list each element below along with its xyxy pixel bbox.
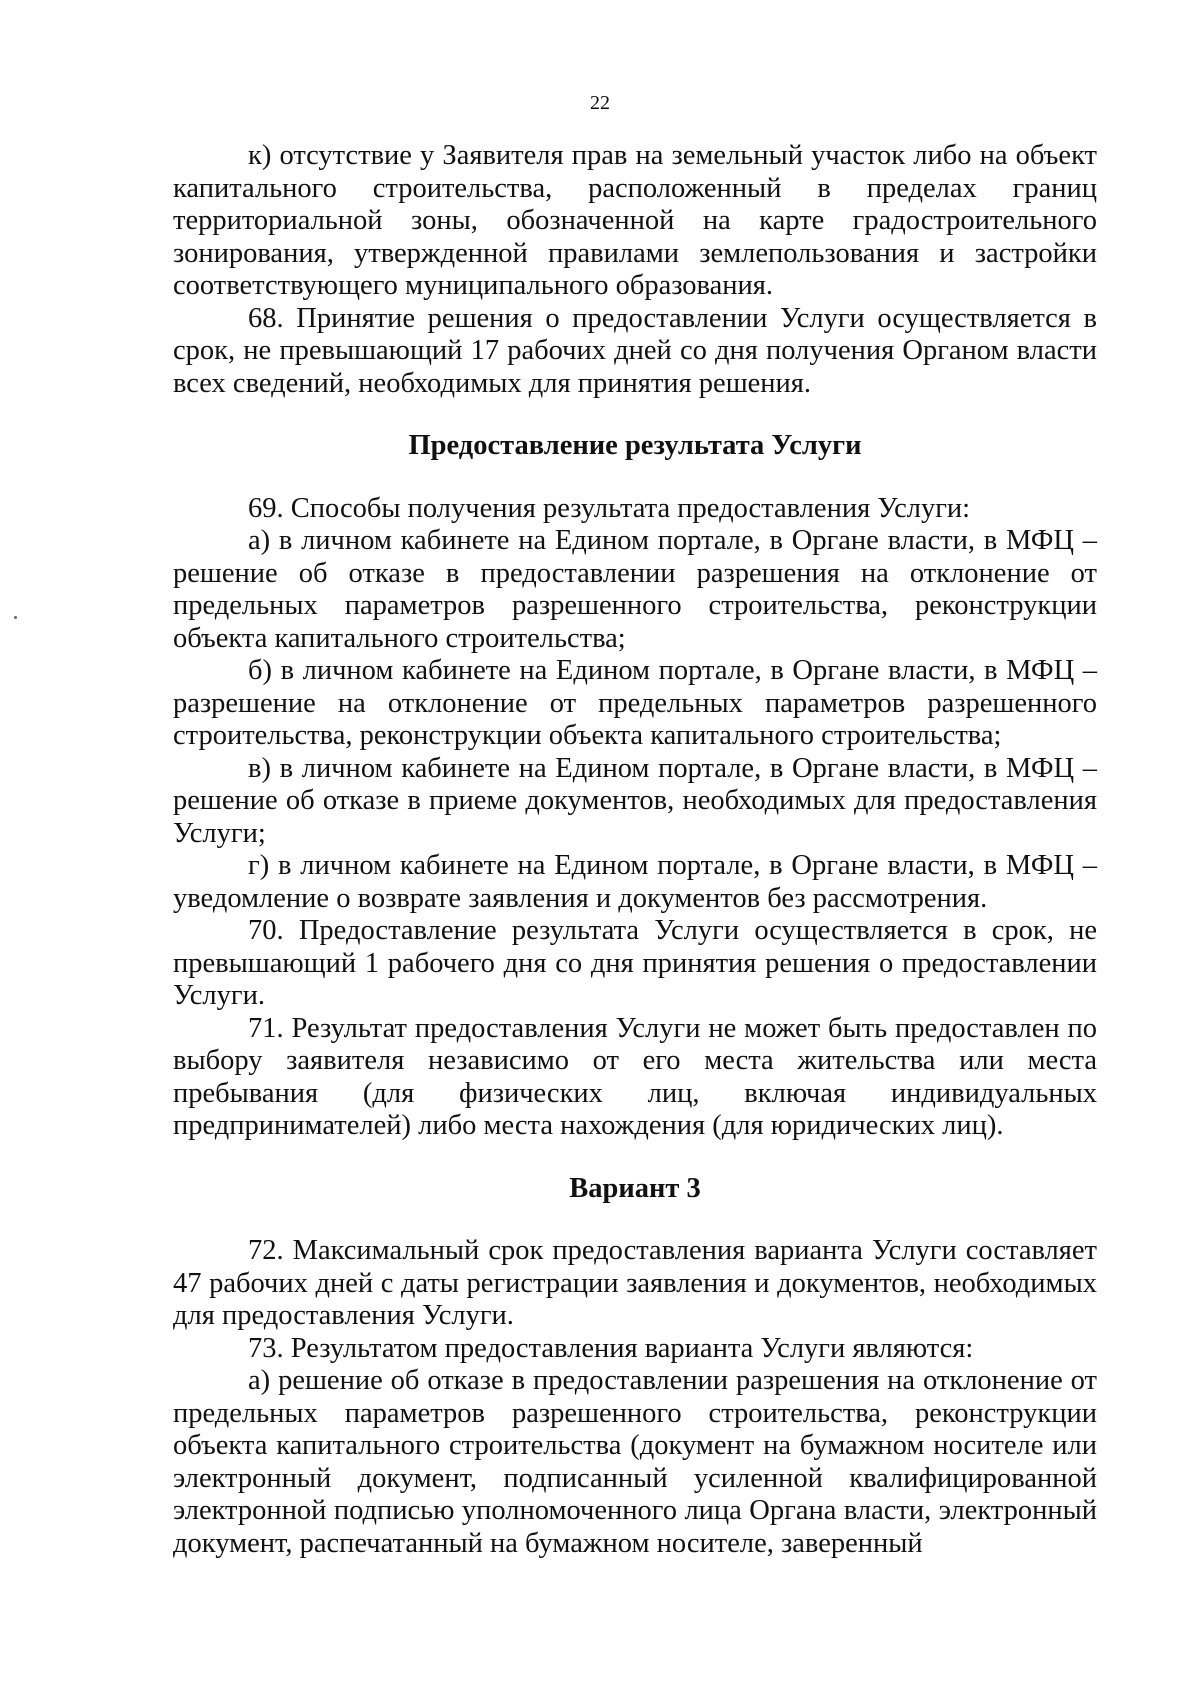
paragraph-69-g: г) в личном кабинете на Едином портале, в Органе власти, в МФЦ – уведомление о возврате заявления и документов без рассмотрения. [173,850,1097,914]
paragraph-69-a: а) в личном кабинете на Едином портале, в Органе власти, в МФЦ – решение об отказе в предоставлении разрешения на отклонение от предельных параметров разрешенного строительства, реконструкции объекта капитального строительства; [173,525,1097,654]
paragraph-71: 71. Результат предоставления Услуги не может быть предоставлен по выбору заявителя независимо от его места жительства или места пребывания (для физических лиц, включая индивидуальных предпринимателей) либо места нахождения (для юридических лиц). [173,1012,1097,1141]
paragraph-70: 70. Предоставление результата Услуги осуществляется в срок, не превышающий 1 рабочего дня со дня принятия решения о предоставлении Услуги. [173,915,1097,1011]
paragraph-72: 72. Максимальный срок предоставления варианта Услуги составляет 47 рабочих дней с даты регистрации заявления и документов, необходимых для предоставления Услуги. [173,1235,1097,1331]
paragraph-69-v: в) в личном кабинете на Едином портале, в Органе власти, в МФЦ – решение об отказе в приеме документов, необходимых для предоставления Услуги; [173,752,1097,849]
paragraph-73-a: а) решение об отказе в предоставлении разрешения на отклонение от предельных параметров разрешенного строительства, реконструкции объекта капитального строительства (документ на бумажном носителе или электронный документ, подписанный усиленной квалифицированной электронной подписью уполномоченного лица Органа власти, электронный документ, распечатанный на бумажном носителе, заверенный [173,1365,1097,1559]
paragraph-69: 69. Способы получения результата предоставления Услуги: [248,492,971,524]
scan-speck [14,616,17,619]
paragraph-k: к) отсутствие у Заявителя прав на земельный участок либо на объект капитального строительства, расположенный в пределах границ территориальной зоны, обозначенной на карте градостроительного зонирования, утвержденной правилами землепользования и застройки соответствующего муниципального образования. [173,140,1097,301]
paragraph-68: 68. Принятие решения о предоставлении Услуги осуществляется в срок, не превышающий 17 рабочих дней со дня получения Органом власти всех сведений, необходимых для принятия решения. [173,302,1097,399]
section-heading-result: Предоставление результата Услуги [408,430,862,461]
paragraph-73: 73. Результатом предоставления варианта Услуги являются: [248,1332,974,1364]
paragraph-69-b: б) в личном кабинете на Едином портале, в Органе власти, в МФЦ – разрешение на отклонение от предельных параметров разрешенного строительства, реконструкции объекта капитального строительства; [173,655,1097,751]
section-heading-variant-3: Вариант 3 [569,1172,701,1204]
page-number: 22 [590,92,610,114]
document-body [173,140,1097,1560]
